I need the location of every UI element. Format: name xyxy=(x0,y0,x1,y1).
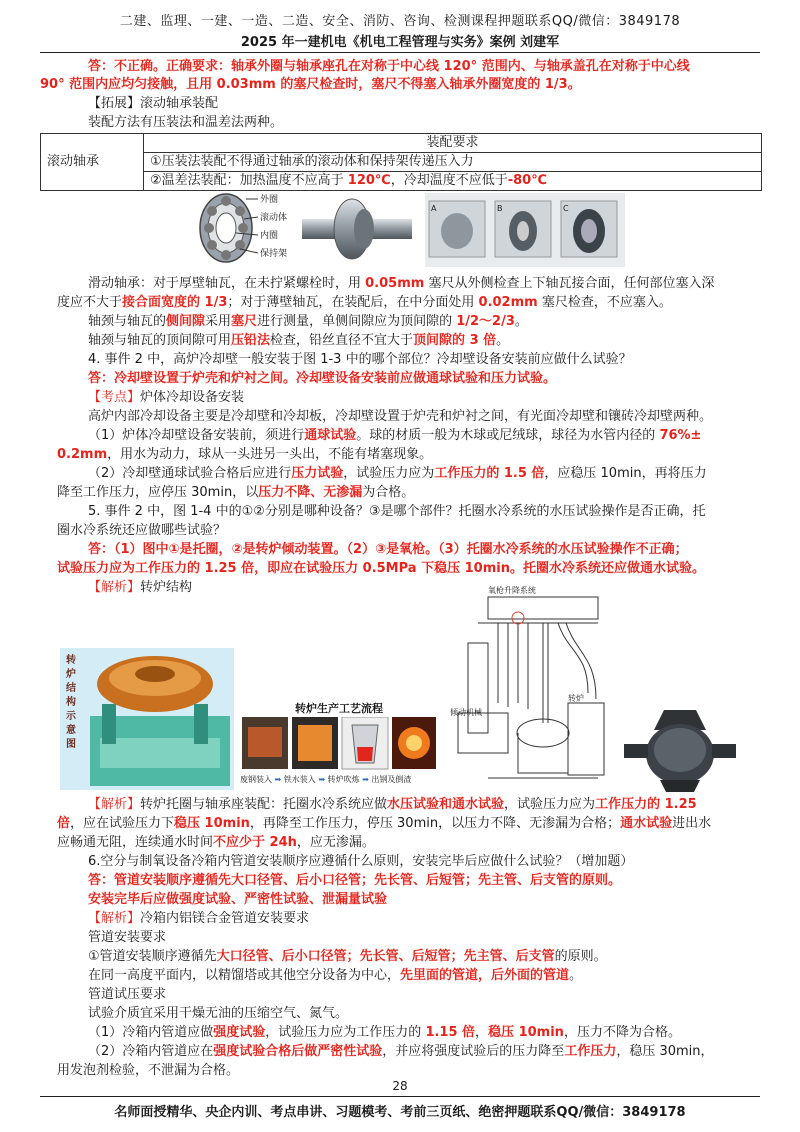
q6-question: 6.空分与制氧设备冷箱内管道安装顺序应遵循什么原则，安装完毕后应做什么试验？（增加题） xyxy=(88,854,634,869)
answer-line-2: 90° 范围内应均匀接触，且用 0.03mm 的塞尺检查时，塞尺不得塞入轴承外圈宽度的 1/3。 xyxy=(40,77,581,92)
label-inner-ring: 内圈 xyxy=(260,231,279,241)
q6-answer-2: 安装完毕后应做强度试验、严密性试验、泄漏量试验 xyxy=(88,892,388,907)
q6-analysis-heading: 【解析】冷箱内铝镁合金管道安装要求 xyxy=(88,911,310,926)
q6-answer-1: 答：管道安装顺序遵循先大口径管、后小口径管；先长管、后短管；先主管、后支管的原则。 xyxy=(88,873,622,888)
q6-rule-4: （1）冷箱内管道应做强度试验，试验压力应为工作压力的 1.15 倍，稳压 10min，压力不降为合格。 xyxy=(88,1025,681,1040)
converter-label: 转炉 xyxy=(568,694,584,703)
q4-para-1: 高炉内部冷却设备主要是冷却壁和冷却板，冷却壁设置于炉壳和炉衬之间，有光面冷却壁和镶砖冷却壁两种。 xyxy=(88,409,713,424)
methods-text: 装配方法有压装法和温差法两种。 xyxy=(88,115,284,130)
q5-answer-2: 试验压力应为工作压力的 1.25 倍，即应在试验压力 0.5MPa 下稳压 10min。托圈水冷系统还应做通水试验。 xyxy=(57,561,705,576)
q6-rule-2: 在同一高度平面内，以精馏塔或其他空分设备为中心，先里面的管道，后外面的管道。 xyxy=(88,968,583,983)
converter-equipment-figure xyxy=(448,583,610,795)
q6-rule-1: ①管道安装顺序遵循先大口径管、后小口径管；先长管、后短管；先主管、后支管的原则。 xyxy=(88,949,607,964)
footer-promo: 名师面授精华、央企内训、考点串讲、习题模考、考前三页纸、绝密押题联系QQ/微信：3849178 xyxy=(114,1105,686,1120)
q4-point: 【考点】炉体冷却设备安装 xyxy=(88,390,245,405)
svg-text:C: C xyxy=(563,204,569,213)
q5-question-1: 5. 事件 2 中，图 1-4 中的①②分别是哪种设备？③是哪个部件？托圈水冷系统的水压试验操作是否正确，托 xyxy=(88,504,706,519)
q5-answer-1: 答：（1）图中①是托圈，②是转炉倾动装置。（2）③是氧枪。（3）托圈水冷系统的水压试验操作不正确； xyxy=(88,542,688,557)
q6-rule-6: 用发泡剂检验，不泄漏为合格。 xyxy=(57,1063,240,1078)
table-header: 装配要求 xyxy=(144,134,762,153)
header-rule xyxy=(40,52,760,53)
label-cage: 保持架 xyxy=(260,249,288,259)
tilt-label: 倾动机械 xyxy=(450,708,482,717)
converter-vertical-label: 转炉结构示意图 xyxy=(66,655,76,750)
process-steps: 废钢装入 ➡ 铁水装入 ➡ 转炉吹炼 ➡ 出钢及倒渣 xyxy=(240,775,412,784)
q4-para-4: （2）冷却壁通球试验合格后应进行压力试验，试验压力应为工作压力的 1.5 倍，应稳压 10min，再将压力 xyxy=(88,466,707,481)
expand-heading: 【拓展】滚动轴承装配 xyxy=(88,96,219,111)
oxygen-lift-label: 氧枪升降系统 xyxy=(488,586,536,595)
q6-req-1: 管道安装要求 xyxy=(88,930,167,945)
table-row-label: 滚动轴承 xyxy=(41,134,144,191)
q4-para-5: 降至工作压力，应停压 30min，以压力不降、无渗漏为合格。 xyxy=(57,485,415,500)
answer-line-1: 答：不正确。正确要求：轴承外圈与轴承座孔在对称于中心线 120° 范围内、与轴承盖孔在对称于中心线 xyxy=(88,59,690,74)
table-item-2: ②温差法装配：加热温度不应高于 120℃，冷却温度不应低于-80℃ xyxy=(144,172,762,191)
q5-analysis-heading: 【解析】转炉结构 xyxy=(88,580,193,595)
q5-analysis-line-3: 应畅通无阻，连续通水时间不应少于 24h，应无渗漏。 xyxy=(57,835,375,850)
q5-analysis-line-1: 【解析】转炉托圈与轴承座装配：托圈水冷系统应做水压试验和通水试验，试验压力应为工作压力的 1.25 xyxy=(88,797,697,812)
q4-answer: 答：冷却壁设置于炉壳和炉衬之间。冷却壁设备安装前应做通球试验和压力试验。 xyxy=(88,371,557,386)
page-title: 2025 年一建机电《机电工程管理与实务》案例 刘建军 xyxy=(240,35,560,50)
shaft-bearing-photo xyxy=(302,195,412,263)
q6-rule-3: 试验介质宜采用干燥无油的压缩空气、氮气。 xyxy=(88,1006,349,1021)
process-step: 铁水装入 xyxy=(283,775,316,784)
q4-question: 4. 事件 2 中，高炉冷却壁一般安装于图 1-3 中的哪个部位？冷却壁设备安装前应做什么试验？ xyxy=(88,352,632,367)
converter-3d-figure xyxy=(620,700,740,796)
q5-analysis-line-2: 倍，应在试验压力下稳压 10min，再降至工作压力，停压 30min，以压力不降、无渗漏为合格；通水试验进出水 xyxy=(57,816,712,831)
q6-rule-5: （2）冷箱内管道应在强度试验合格后做严密性试验，并应将强度试验后的压力降至工作压力，稳压 30min， xyxy=(88,1044,714,1059)
label-outer-ring: 外圈 xyxy=(260,195,279,205)
process-step: 出钢及倒渣 xyxy=(371,775,412,784)
process-title: 转炉生产工艺流程 xyxy=(295,702,383,715)
sliding-line-4: 轴颈与轴瓦的顶间隙可用压铅法检查，铅丝直径不宜大于顶间隙的 3 倍。 xyxy=(88,333,510,348)
converter-process-figure xyxy=(240,700,438,792)
bearing-assembly-table xyxy=(40,133,762,191)
label-rolling-body: 滚动体 xyxy=(260,213,288,223)
sliding-line-2: 度应不大于接合面宽度的 1/3；对于薄壁轴瓦，在装配后，在中分面处用 0.02mm 塞尺检查，不应塞入。 xyxy=(57,295,672,310)
footer-rule xyxy=(40,1096,760,1097)
q6-req-2: 管道试压要求 xyxy=(88,987,167,1002)
process-step: 废钢装入 xyxy=(240,775,272,784)
sliding-line-1: 滑动轴承：对于厚壁轴瓦，在未拧紧螺栓时，用 0.05mm 塞尺从外侧检查上下轴瓦接合面，任何部位塞入深 xyxy=(88,276,715,291)
svg-text:B: B xyxy=(497,204,503,213)
converter-structure-figure xyxy=(60,648,234,790)
header-promo: 二建、监理、一建、一造、二造、安全、消防、咨询、检测课程押题联系QQ/微信：3849178 xyxy=(119,14,681,29)
page-number: 28 xyxy=(392,1079,408,1093)
sliding-line-3: 轴颈与轴瓦的侧间隙采用塞尺进行测量，单侧间隙应为顶间隙的 1/2～2/3。 xyxy=(88,314,528,329)
svg-text:A: A xyxy=(431,204,437,213)
process-step: 转炉吹炼 xyxy=(327,775,360,784)
q5-question-2: 圈水冷系统还应做哪些试验？ xyxy=(57,523,227,538)
table-item-1: ①压装法装配不得通过轴承的滚动体和保持架传递压入力 xyxy=(144,153,762,172)
rolling-bearing-diagram xyxy=(196,189,296,267)
bearing-mounting-photos xyxy=(425,193,625,267)
q4-para-3: 0.2mm，用水为动力，球从一头进另一头出，不能有堵塞现象。 xyxy=(57,447,433,462)
q4-para-2: （1）炉体冷却壁设备安装前，须进行通球试验。球的材质一般为木球或尼绒球，球径为水管内径的 76%± xyxy=(88,428,702,443)
